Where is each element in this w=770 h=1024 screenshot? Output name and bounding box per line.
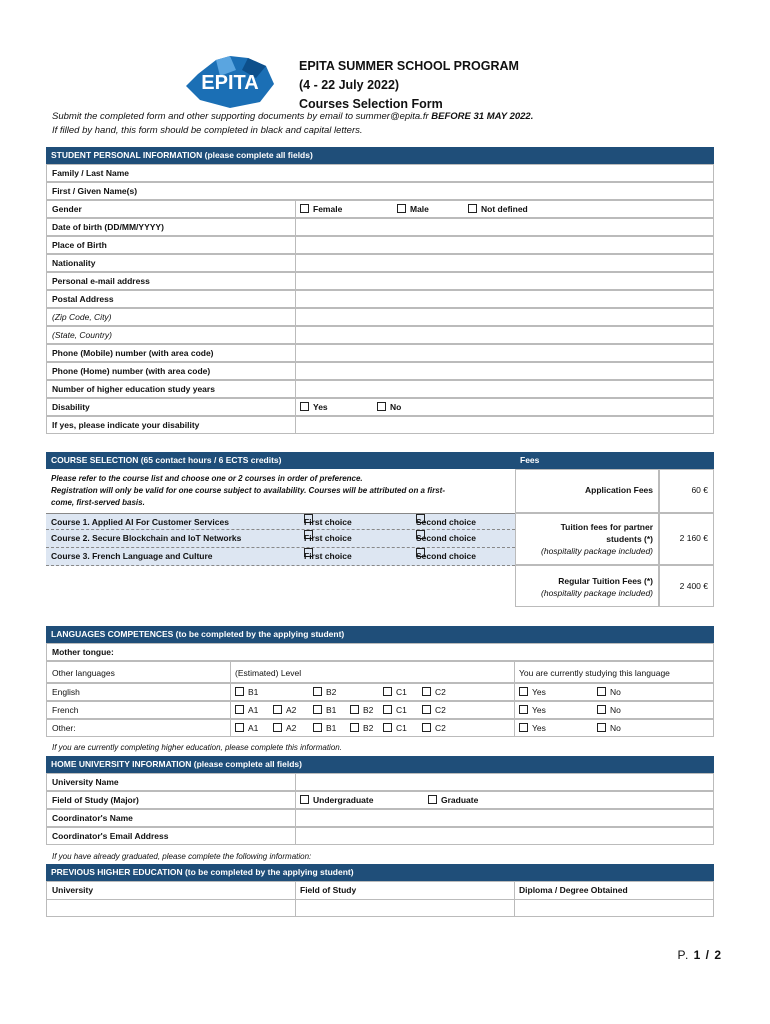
course-3-label: Course 3. French Language and Culture (51, 551, 213, 561)
previous-education-note: If you have already graduated, please complete the following information: (52, 852, 312, 861)
intro-submit: Submit the completed form and other supporting documents by email to summer@epita.fr (52, 111, 432, 122)
previous-education-header: PREVIOUS HIGHER EDUCATION (to be completed by the applying student) (46, 864, 714, 881)
row-university-name[interactable] (46, 773, 714, 791)
disability-yes-checkbox[interactable]: Yes (300, 399, 328, 416)
english-c2[interactable]: C2 (422, 684, 446, 701)
row-french (46, 701, 714, 719)
row-family-name[interactable] (46, 164, 714, 182)
instructions-line-2: Registration will only be valid for one course subject to availability. Courses will be attributed on a first- (51, 486, 445, 495)
english-yes[interactable]: Yes (519, 684, 546, 701)
label: Phone (Mobile) number (with area code) (52, 348, 214, 358)
label: Place of Birth (52, 240, 107, 250)
fees-header: Fees (515, 452, 714, 469)
other-a1[interactable]: A1 (235, 720, 258, 737)
row-coordinator-email[interactable] (46, 827, 714, 845)
row-coordinator-name[interactable] (46, 809, 714, 827)
partner-fees-label: Tuition fees for partner students (*) (hospitality package included) (515, 513, 659, 565)
other-b2[interactable]: B2 (350, 720, 373, 737)
english-label: English (52, 687, 80, 697)
row-first-name[interactable] (46, 182, 714, 200)
course-2-row: Course 2. Secure Blockchain and IoT Networks First choice Second choice (46, 530, 515, 548)
diploma-col-label: Diploma / Degree Obtained (519, 885, 628, 895)
row-disability (46, 398, 714, 416)
other-b1[interactable]: B1 (313, 720, 336, 737)
university-col-label: University (52, 885, 94, 895)
french-label: French (52, 705, 79, 715)
gender-female-checkbox[interactable]: Female (300, 201, 342, 218)
other-c1[interactable]: C1 (383, 720, 407, 737)
logo-text: EPITA (201, 72, 259, 94)
gender-not-defined-checkbox[interactable]: Not defined (468, 201, 528, 218)
french-a2[interactable]: A2 (273, 702, 296, 719)
course-3-row: Course 3. French Language and Culture First choice Second choice (46, 548, 515, 566)
course-2-label: Course 2. Secure Blockchain and IoT Networks (51, 533, 242, 543)
gender-male-checkbox[interactable]: Male (397, 201, 429, 218)
intro-deadline: BEFORE 31 MAY 2022. (431, 111, 534, 122)
row-english (46, 683, 714, 701)
row-field-of-study (46, 791, 714, 809)
french-c1[interactable]: C1 (383, 702, 407, 719)
other-c2[interactable]: C2 (422, 720, 446, 737)
row-pob[interactable] (46, 236, 714, 254)
label: First / Given Name(s) (52, 186, 138, 196)
row-nationality[interactable] (46, 254, 714, 272)
french-no[interactable]: No (597, 702, 621, 719)
home-university-note: If you are currently completing higher education, please complete this information. (52, 743, 342, 752)
label: Phone (Home) number (with area code) (52, 366, 211, 376)
title-line-2: (4 - 22 July 2022) (299, 78, 400, 92)
french-b2[interactable]: B2 (350, 702, 373, 719)
label: Nationality (52, 258, 96, 268)
undergraduate-checkbox[interactable]: Undergraduate (300, 792, 373, 809)
other-label: Other: (52, 723, 76, 733)
other-languages-label: Other languages (52, 668, 115, 678)
english-c1[interactable]: C1 (383, 684, 407, 701)
previous-education-entry-row[interactable] (46, 899, 714, 917)
graduate-checkbox[interactable]: Graduate (428, 792, 478, 809)
label: Family / Last Name (52, 168, 130, 178)
regular-fees-label: Regular Tuition Fees (*) (hospitality package included) (515, 565, 659, 607)
application-fees-value: 60 € (659, 469, 714, 513)
epita-logo (186, 56, 274, 108)
english-no[interactable]: No (597, 684, 621, 701)
title-line-1: EPITA SUMMER SCHOOL PROGRAM (299, 59, 519, 73)
row-dob[interactable] (46, 218, 714, 236)
field-col-label: Field of Study (300, 885, 357, 895)
french-yes[interactable]: Yes (519, 702, 546, 719)
partner-fees-value: 2 160 € (659, 513, 714, 565)
personal-section-header: STUDENT PERSONAL INFORMATION (please complete all fields) (46, 147, 714, 164)
instructions-line-1: Please refer to the course list and choose one or 2 courses in order of preference. (51, 474, 363, 483)
intro-handwriting: If filled by hand, this form should be completed in black and capital letters. (52, 125, 363, 136)
disability-no-checkbox[interactable]: No (377, 399, 401, 416)
row-postal[interactable] (46, 290, 714, 308)
label: Coordinator's Name (52, 813, 133, 823)
french-b1[interactable]: B1 (313, 702, 336, 719)
languages-section-header: LANGUAGES COMPETENCES (to be completed by the applying student) (46, 626, 714, 643)
french-c2[interactable]: C2 (422, 702, 446, 719)
row-study-years[interactable] (46, 380, 714, 398)
row-disability-detail[interactable] (46, 416, 714, 434)
other-yes[interactable]: Yes (519, 720, 546, 737)
currently-studying-label: You are currently studying this language (519, 668, 670, 678)
other-a2[interactable]: A2 (273, 720, 296, 737)
intro-text (52, 110, 533, 138)
label: Field of Study (Major) (52, 795, 139, 805)
course-instructions (46, 469, 515, 513)
row-email[interactable] (46, 272, 714, 290)
title-line-3: Courses Selection Form (299, 97, 443, 111)
label: Coordinator's Email Address (52, 831, 169, 841)
label: Disability (52, 402, 90, 412)
label: Date of birth (DD/MM/YYYY) (52, 222, 164, 232)
level-label: (Estimated) Level (235, 668, 302, 678)
home-university-header: HOME UNIVERSITY INFORMATION (please complete all fields) (46, 756, 714, 773)
label: Postal Address (52, 294, 114, 304)
label: University Name (52, 777, 119, 787)
languages-header-row (46, 661, 714, 683)
label: Number of higher education study years (52, 384, 215, 394)
row-state[interactable] (46, 326, 714, 344)
other-no[interactable]: No (597, 720, 621, 737)
english-b2[interactable]: B2 (313, 684, 336, 701)
label: Mother tongue: (52, 647, 114, 657)
page-number: P. 1 / 2 (677, 948, 722, 962)
label: If yes, please indicate your disability (52, 420, 200, 430)
label: Gender (52, 204, 82, 214)
regular-fees-value: 2 400 € (659, 565, 714, 607)
row-zip[interactable] (46, 308, 714, 326)
label: Personal e-mail address (52, 276, 150, 286)
course-1-row: Course 1. Applied AI For Customer Services First choice Second choice (46, 513, 515, 530)
french-a1[interactable]: A1 (235, 702, 258, 719)
row-phone-mobile[interactable] (46, 344, 714, 362)
row-mother-tongue[interactable] (46, 643, 714, 661)
previous-education-header-row (46, 881, 714, 899)
label: (State, Country) (52, 330, 112, 340)
label: (Zip Code, City) (52, 312, 112, 322)
row-gender (46, 200, 714, 218)
instructions-line-3: come, first-served basis. (51, 498, 145, 507)
english-b1[interactable]: B1 (235, 684, 258, 701)
row-phone-home[interactable] (46, 362, 714, 380)
application-fees-label: Application Fees (515, 469, 659, 513)
form-title (299, 57, 519, 114)
course-section-header: COURSE SELECTION (65 contact hours / 6 ECTS credits) (46, 452, 515, 469)
row-other-language (46, 719, 714, 737)
course-1-label: Course 1. Applied AI For Customer Services (51, 517, 229, 527)
